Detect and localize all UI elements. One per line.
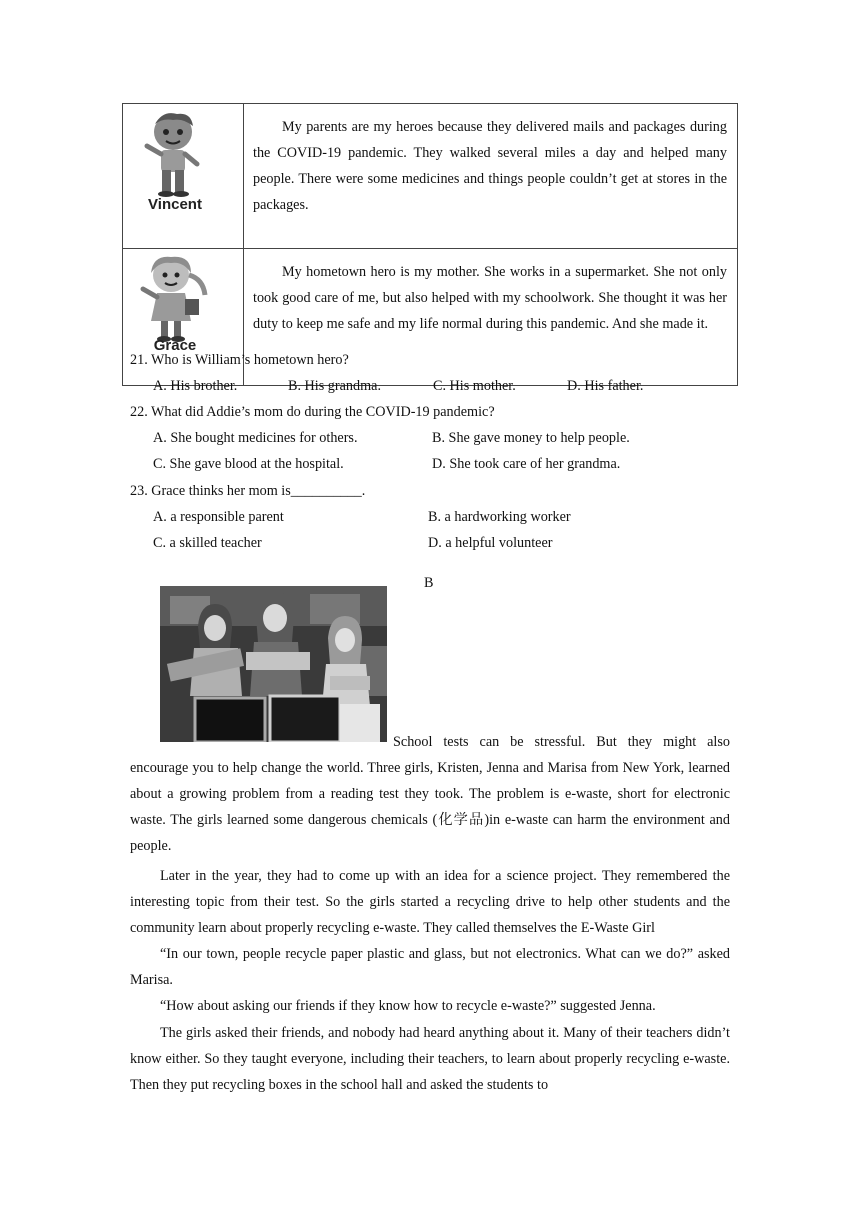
answer-option: D. She took care of her grandma.: [432, 456, 621, 472]
hero-statement-vincent: My parents are my heroes because they delivered mails and packages during the COVID-19 pandemic. They walked several miles a day and helped many people. There were some medicines and things people couldn’t get at stores in the packages.: [253, 119, 727, 213]
answer-option: D. a helpful volunteer: [428, 535, 553, 551]
paragraph-5: The girls asked their friends, and nobody had heard anything about it. Many of their teachers didn’t know either. So they taught everyone, including their teachers, to learn about properly recycling e-waste. Then they put recycling boxes in the school hall and asked the students to: [130, 1025, 730, 1093]
avatar-cell: [123, 104, 244, 249]
girl-cartoon-icon: [133, 255, 217, 347]
answer-option: A. She bought medicines for others.: [153, 430, 358, 446]
paragraph-1: encourage you to help change the world. Three girls, Kristen, Jenna and Marisa from New York, learned about a growing problem from a reading test they took. The problem is e-waste, short for electronic waste. The girls learned some dangerous chemicals (化学品)in e-waste can harm the environment and people.: [130, 760, 730, 854]
question-stem: 21. Who is William’s hometown hero?: [130, 352, 349, 368]
answer-option: A. His brother.: [153, 378, 238, 394]
avatar-name-grace: Grace: [153, 337, 197, 354]
section-heading: B: [424, 575, 434, 592]
answer-option: B. She gave money to help people.: [432, 430, 630, 446]
paragraph-2: Later in the year, they had to come up with an idea for a science project. They remembered the interesting topic from their test. So the girls started a recycling drive to help other students and the community learn about properly recycling e-waste. They called themselves the E-Waste Girl: [130, 868, 730, 936]
hero-text-cell: [244, 104, 738, 249]
answer-option: B. His grandma.: [288, 378, 381, 394]
answer-option: C. a skilled teacher: [153, 535, 262, 551]
hero-statement-grace: My hometown hero is my mother. She works in a supermarket. She not only took good care of me, but also helped with my schoolwork. She thought it was her duty to keep me safe and my life normal during this pandemic. And she made it.: [253, 264, 727, 332]
hero-table: [122, 103, 738, 386]
answer-option: C. She gave blood at the hospital.: [153, 456, 344, 472]
girls-with-e-waste-photo: [160, 586, 387, 742]
boy-cartoon-icon: [133, 110, 217, 202]
paragraph-3: “In our town, people recycle paper plastic and glass, but not electronics. What can we do?” asked Marisa.: [130, 946, 730, 988]
question-stem: 22. What did Addie’s mom do during the COVID-19 pandemic?: [130, 404, 495, 420]
answer-option: A. a responsible parent: [153, 509, 284, 525]
table-row: [123, 104, 738, 249]
avatar-name-vincent: Vincent: [148, 196, 202, 213]
question-stem: 23. Grace thinks her mom is__________.: [130, 483, 366, 499]
answer-option: B. a hardworking worker: [428, 509, 571, 525]
paragraph-4: “How about asking our friends if they know how to recycle e-waste?” suggested Jenna.: [160, 998, 656, 1014]
answer-option: C. His mother.: [433, 378, 516, 394]
paragraph-1-first-line: School tests can be stressful. But they might also: [393, 734, 730, 750]
answer-option: D. His father.: [567, 378, 644, 394]
